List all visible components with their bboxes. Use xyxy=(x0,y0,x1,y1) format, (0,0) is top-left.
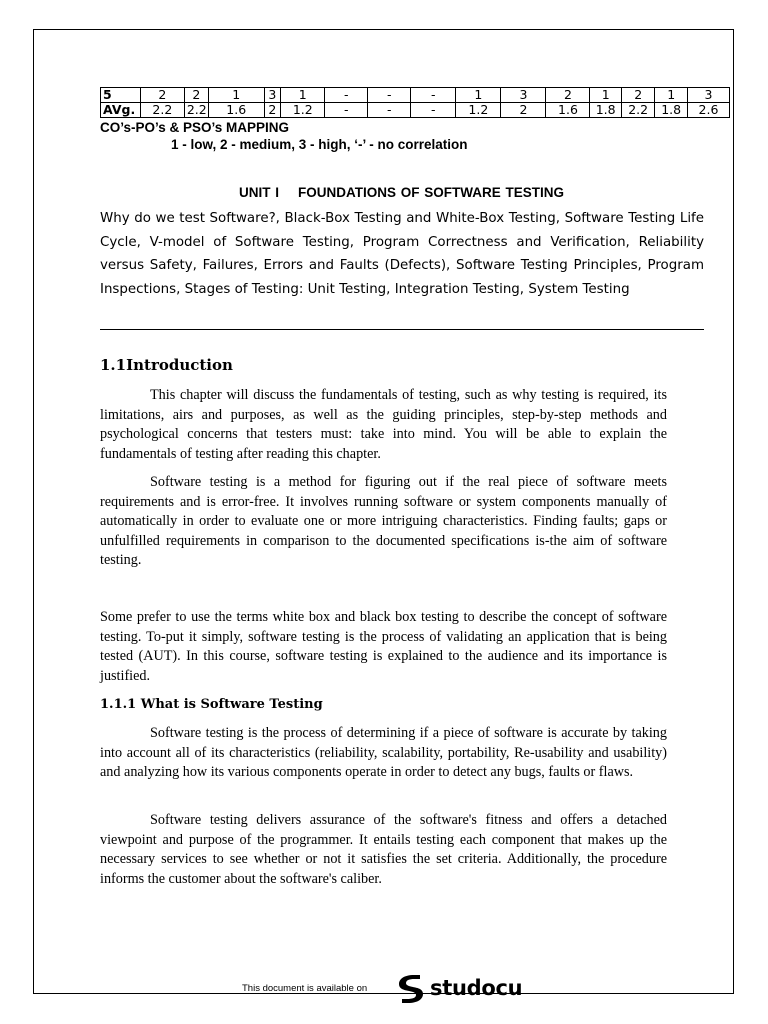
table-cell: 1.6 xyxy=(546,103,590,118)
table-cell: - xyxy=(411,88,456,103)
table-cell: - xyxy=(411,103,456,118)
table-cell: 1.8 xyxy=(655,103,687,118)
table-cell: 2.2 xyxy=(184,103,208,118)
table-cell: 2.6 xyxy=(687,103,729,118)
section-heading-introduction: 1.1Introduction xyxy=(100,356,233,374)
footer-available-text: This document is available on xyxy=(242,983,368,994)
table-cell: 1 xyxy=(208,88,264,103)
table-cell: 1 xyxy=(281,88,325,103)
table-row-label: AVg. xyxy=(101,103,141,118)
unit-title: UNIT I FOUNDATIONS OF SOFTWARE TESTING xyxy=(239,185,564,200)
testing-paragraph-1: Software testing is the process of determining if a piece of software is accurate by taking into account all of its characteristics (reliability, scalability, portability, Re-usability and usability) and analyzing how its various components operate in order to detect any bugs, faults or flaws. xyxy=(100,725,667,780)
table-cell: - xyxy=(368,88,411,103)
table-cell: 2.2 xyxy=(621,103,655,118)
studocu-logo[interactable] xyxy=(394,972,522,1004)
table-cell: - xyxy=(325,103,368,118)
table-cell: 3 xyxy=(687,88,729,103)
mapping-title: CO’s-PO’s & PSO’s MAPPING xyxy=(100,120,290,135)
table-row-label: 5 xyxy=(101,88,141,103)
intro-paragraph-1: This chapter will discuss the fundamentals of testing, such as why testing is required, its limitations, airs and purposes, as well as the guiding principles, step-by-step methods and psychological concerns that testers must: take into mind. You will be able to explain the fundamentals of testing after reading this chapter. xyxy=(100,387,667,462)
divider xyxy=(100,329,704,330)
table-cell: 1.8 xyxy=(590,103,621,118)
studocu-logo-icon xyxy=(394,972,428,1004)
intro-paragraph-3: Some prefer to use the terms white box and black box testing to describe the concept of software testing. To-put it simply, software testing is the process of validating an application that is being tested (AUT). In this course, software testing is explained to the audience and its importance is justified. xyxy=(100,609,667,684)
mapping-table xyxy=(100,87,730,118)
subsection-heading-what-is-testing: 1.1.1 What is Software Testing xyxy=(100,697,323,712)
testing-paragraph-2: Software testing delivers assurance of the software's fitness and offers a detached viewpoint and purpose of the programmer. It entails testing each component that makes up the necessary services to see whether or not it satisfies the set criteria. Additionally, the procedure informs the customer about the software's caliber. xyxy=(100,812,667,887)
unit-topics: Why do we test Software?, Black-Box Testing and White-Box Testing, Software Testing Life Cycle, V-model of Software Testing, Program Correctness and Verification, Reliability versus Safety, Failures, Errors and Faults (Defects), Software Testing Principles, Program Inspections, Stages of Testing: Unit Testing, Integration Testing, System Testing xyxy=(100,211,704,297)
table-cell: 2.2 xyxy=(140,103,184,118)
table-row xyxy=(101,103,730,118)
table-cell: 2 xyxy=(140,88,184,103)
table-cell: 1 xyxy=(590,88,621,103)
intro-paragraph-2: Software testing is a method for figuring out if the real piece of software meets requirements and is error-free. It involves running software or system components manually of automatically in order to evaluate one or more intriguing characteristics. Finding faults; gaps or unfulfilled requirements in comparison to the documented specifications is-the aim of software testing. xyxy=(100,474,667,568)
table-cell: 2 xyxy=(546,88,590,103)
table-cell: 2 xyxy=(184,88,208,103)
table-cell: 1 xyxy=(456,88,501,103)
table-cell: - xyxy=(368,103,411,118)
table-cell: 1.2 xyxy=(456,103,501,118)
table-cell: 2 xyxy=(501,103,546,118)
table-cell: 1.2 xyxy=(281,103,325,118)
table-cell: 3 xyxy=(501,88,546,103)
mapping-legend: 1 - low, 2 - medium, 3 - high, ‘-’ - no correlation xyxy=(171,137,468,152)
table-cell: 1.6 xyxy=(208,103,264,118)
table-cell: - xyxy=(325,88,368,103)
table-cell: 3 xyxy=(264,88,281,103)
table-cell: 2 xyxy=(264,103,281,118)
table-cell: 1 xyxy=(655,88,687,103)
studocu-logo-text: studocu xyxy=(430,976,523,1000)
table-row xyxy=(101,88,730,103)
table-cell: 2 xyxy=(621,88,655,103)
